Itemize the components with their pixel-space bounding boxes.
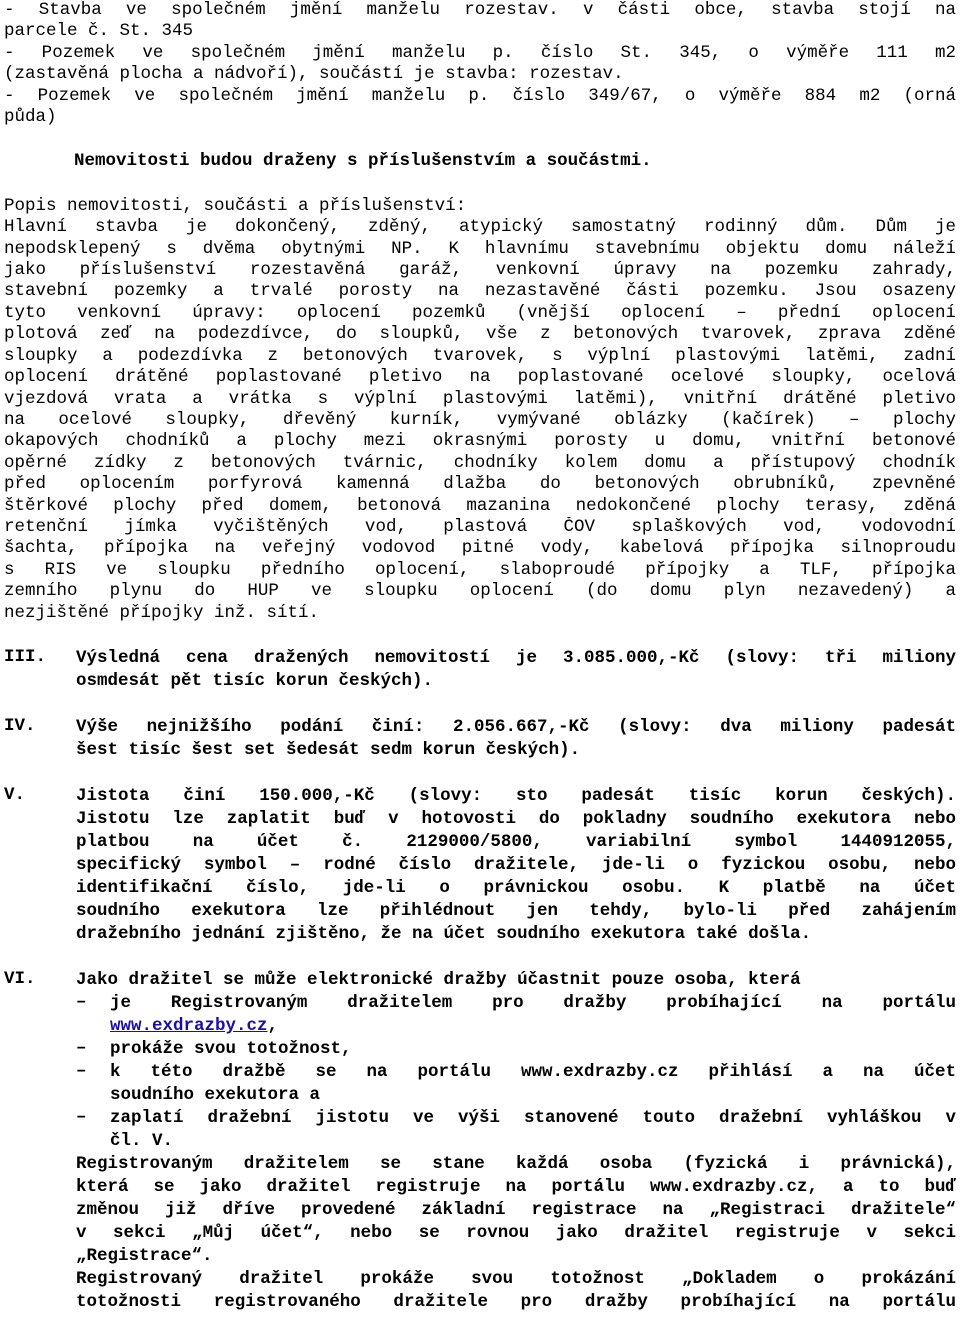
description-line: sloupky a podezdívka z betonových tvarovek, s výplní plastovými latěmi, zadní — [4, 345, 956, 366]
description-line: opěrné zídky z betonových tvárnic, chodníky kolem domu a přístupový chodník — [4, 452, 956, 473]
description-line: s RIS ve sloupku předního oplocení, slaboproudé přípojky a TLF, přípojka — [4, 559, 956, 580]
property-line: půda) — [4, 107, 57, 128]
paragraph-line: v sekci „Můj účet“, nebo se rovnou jako dražitel registruje v sekci — [76, 1222, 956, 1243]
list-item — [76, 1107, 956, 1153]
list-item — [76, 1061, 956, 1107]
list-item-text: je Registrovaným dražitelem pro dražby probíhající na portálu — [110, 992, 956, 1013]
description-line: zemního plynu do HUP ve sloupku oplocení (do domu plyn nezavedený) a — [4, 581, 956, 602]
section-line: Jistota činí 150.000,-Kč (slovy: sto padesát tisíc korun českých). — [76, 785, 956, 806]
list-item-text: soudního exekutora a — [110, 1084, 321, 1105]
description-line: okapových chodníků a plochy mezi okrasnými porosty u domu, vnitřní betonové — [4, 431, 956, 452]
dash-bullet-icon: – — [76, 1106, 87, 1127]
paragraph-line: „Registrace“. — [76, 1245, 213, 1266]
property-list — [4, 0, 956, 128]
list-item-text: k této dražbě se na portálu www.exdrazby.cz přihlásí a na účet — [110, 1061, 956, 1082]
property-line: parcele č. St. 345 — [4, 21, 194, 42]
dash-bullet-icon: – — [76, 1037, 87, 1058]
document-page — [4, 0, 956, 1314]
list-item — [76, 1038, 956, 1061]
paragraph-line: která se jako dražitel registruje na portálu www.exdrazby.cz, a to buď — [76, 1176, 956, 1197]
description-line: šachta, přípojka na veřejný vodovod pitné vody, kabelová přípojka silnoproudu — [4, 538, 956, 559]
section-line: Jistotu lze zaplatit buď v hotovosti do pokladny soudního exekutora nebo — [76, 808, 956, 829]
description-line: Hlavní stavba je dokončený, zděný, atypický samostatný rodinný dům. Dům je — [4, 217, 956, 238]
identity-paragraph — [76, 1268, 956, 1314]
property-line: - Stavba ve společném jmění manželu rozestav. v části obce, stavba stojí na — [4, 0, 956, 20]
dash-bullet-icon: – — [76, 991, 87, 1012]
list-item-text: čl. V. — [110, 1130, 174, 1151]
section-number: IV. — [4, 715, 36, 736]
section-line: Výsledná cena dražených nemovitostí je 3.085.000,-Kč (slovy: tři miliony — [76, 647, 956, 668]
description-line: stavební pozemky a trvalé porosty na nezastavěné části pozemku. Jsou osazeny — [4, 281, 956, 302]
description-line: vjezdová vrata a vrátka s výplní plastovými latěmi), vnitřní drátěné pletivo — [4, 388, 956, 409]
list-item — [76, 992, 956, 1038]
section-line: specifický symbol – rodné číslo dražitele, jde-li o fyzickou osobu, nebo — [76, 854, 956, 875]
registration-paragraph — [76, 1153, 956, 1268]
list-item-text: zaplatí dražební jistotu ve výši stanovené touto dražební vyhláškou v — [110, 1107, 956, 1128]
property-line: (zastavěná plocha a nádvoří), součástí je stavba: rozestav. — [4, 64, 624, 85]
description-heading: Popis nemovitosti, součásti a příslušenství: — [4, 195, 467, 216]
description-line: jako příslušenství rozestavěná garáž, venkovní úpravy na pozemku zahrady, — [4, 260, 956, 281]
exdrazby-link[interactable]: www.exdrazby.cz — [110, 1015, 268, 1036]
section-number: III. — [4, 646, 47, 667]
description-line: oplocení drátěné poplastované pletivo na poplastované ocelové sloupky, ocelová — [4, 367, 956, 388]
list-item-text: prokáže svou totožnost, — [110, 1038, 352, 1059]
list-item-punctuation: , — [267, 1015, 279, 1036]
description-line: nezjištěné přípojky inž. sítí. — [4, 602, 320, 623]
section-line: dražebního jednání zjištěno, že na účet soudního exekutora také došla. — [76, 923, 812, 944]
section-vi — [4, 969, 956, 1314]
section-line: osmdesát pět tisíc korun českých). — [76, 670, 434, 691]
property-line: - Pozemek ve společném jmění manželu p. číslo 349/67, o výměře 884 m2 (orná — [4, 85, 956, 106]
section-line: platbou na účet č. 2129000/5800, variabilní symbol 1440912055, — [76, 831, 956, 852]
section-v — [4, 785, 956, 946]
description-line: na ocelové sloupky, dřevěný kurník, vymývané oblázky (kačírek) – plochy — [4, 409, 956, 430]
description-line: štěrkové plochy před domem, betonová mazanina nedokončené plochy terasy, zděná — [4, 495, 956, 516]
section-number: V. — [4, 784, 26, 805]
description-line: před oplocením porfyrová kamenná dlažba do betonových obrubníků, zpevněné — [4, 474, 956, 495]
paragraph-line: Registrovaným dražitelem se stane každá osoba (fyzická i právnická), — [76, 1153, 956, 1174]
section-line: soudního exekutora lze přihlédnout jen tehdy, bylo-li před zahájením — [76, 900, 956, 921]
dash-bullet-icon: – — [76, 1060, 87, 1081]
paragraph-line: Registrovaný dražitel prokáže svou totožnost „Dokladem o prokázání — [76, 1268, 956, 1289]
paragraph-line: totožnosti registrovaného dražitele pro dražby probíhající na portálu — [76, 1291, 956, 1312]
section-iii — [4, 647, 956, 693]
section-line: identifikační číslo, jde-li o právnickou osobu. K platbě na účet — [76, 877, 956, 898]
list-item-text — [110, 1015, 956, 1038]
description-line: nepodsklepený s dvěma obytnými NP. K hlavnímu stavebnímu objektu domu náleží — [4, 238, 956, 259]
section-line: Výše nejnižšího podání činí: 2.056.667,-Kč (slovy: dva miliony padesát — [76, 716, 956, 737]
description-line: retenční jímka vyčištěných vod, plastová ČOV splaškových vod, vodovodní — [4, 516, 956, 537]
paragraph-line: změnou již dříve provedené základní registrace na „Registraci dražitele“ — [76, 1199, 956, 1220]
property-line: - Pozemek ve společném jmění manželu p. číslo St. 345, o výměře 111 m2 — [4, 42, 956, 63]
section-line: šest tisíc šest set šedesát sedm korun českých). — [76, 739, 581, 760]
section-number: VI. — [4, 968, 36, 989]
description-block — [4, 196, 956, 624]
description-line: tyto venkovní úpravy: oplocení pozemků (vnější oplocení – přední oplocení — [4, 302, 956, 323]
section-iv — [4, 716, 956, 762]
description-line: plotová zeď na podezdívce, do sloupků, vše z betonových tvarovek, zprava zděné — [4, 324, 956, 345]
auction-note: Nemovitosti budou draženy s příslušenstvím a součástmi. — [74, 151, 652, 172]
section-intro: Jako dražitel se může elektronické dražby účastnit pouze osoba, která — [76, 969, 801, 990]
